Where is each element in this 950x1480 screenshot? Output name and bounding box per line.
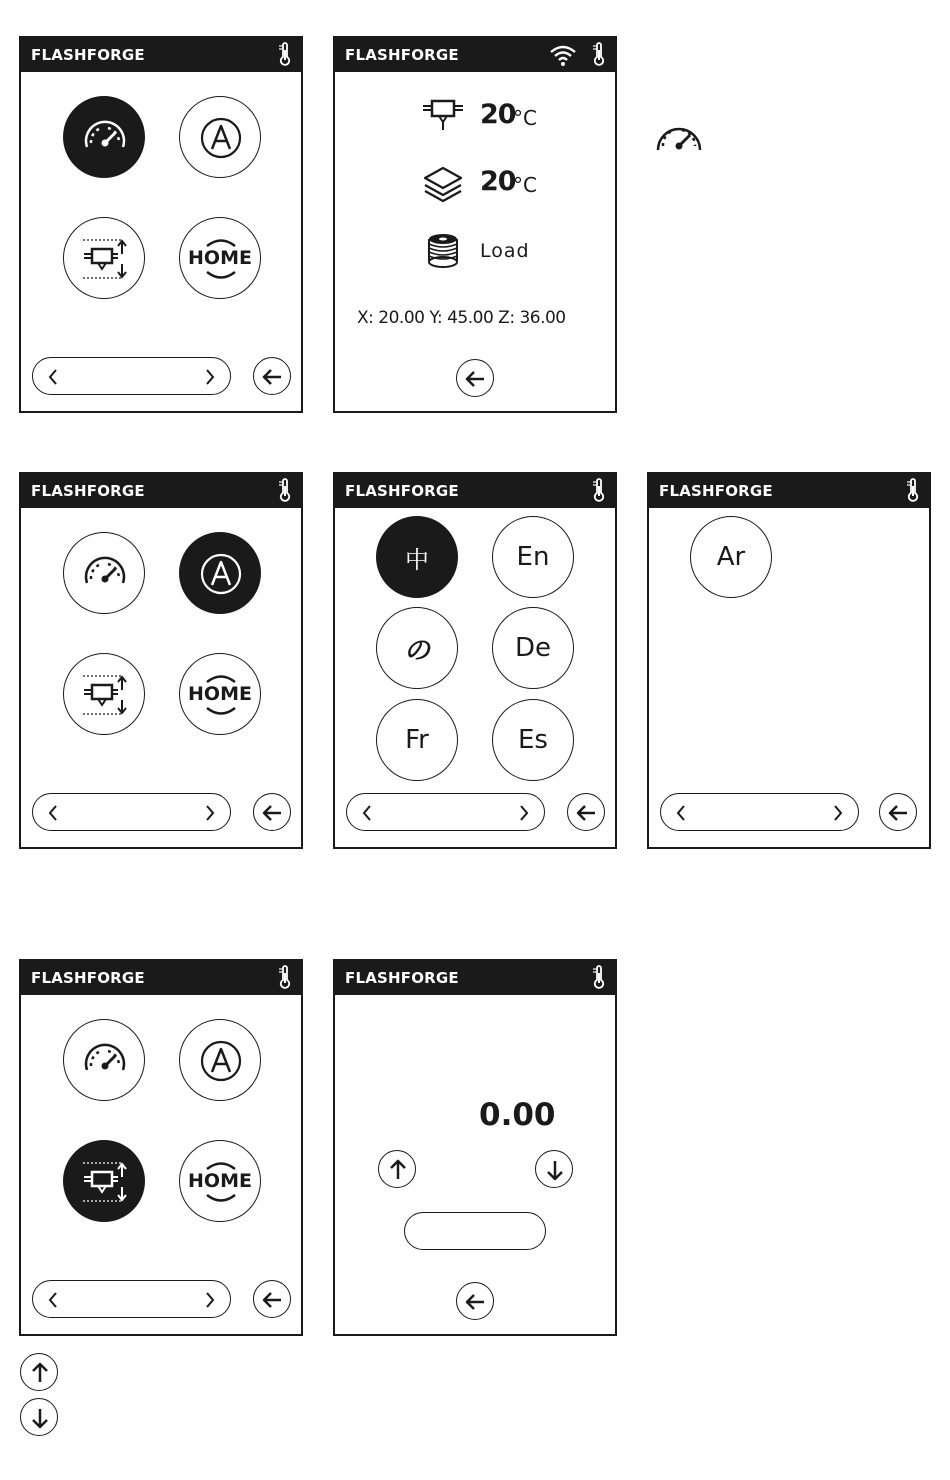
wifi-icon <box>549 43 577 67</box>
back-button[interactable] <box>567 793 605 831</box>
language-label: Ar <box>716 542 746 572</box>
language-spanish-button[interactable] <box>492 699 574 781</box>
chevron-right-icon[interactable] <box>832 804 844 822</box>
screen-main-menu-language <box>19 472 303 849</box>
z-offset-down-button[interactable] <box>535 1150 573 1188</box>
screen-language-page-1 <box>333 472 617 849</box>
back-arrow-icon <box>880 794 918 832</box>
back-button[interactable] <box>253 1280 291 1318</box>
language-japanese-button[interactable] <box>376 607 458 689</box>
language-label: De <box>514 633 552 663</box>
brand-logo: FLASHFORGE <box>345 46 459 64</box>
page-pager[interactable] <box>32 1280 231 1318</box>
language-french-button[interactable] <box>376 699 458 781</box>
screen-z-offset-adjust <box>333 959 617 1336</box>
extruder-temp-unit: °C <box>513 106 537 130</box>
back-button[interactable] <box>456 1282 494 1320</box>
extruder-z-offset-icon <box>64 1141 146 1223</box>
position-coordinates: X: 20.00 Y: 45.00 Z: 36.00 <box>357 308 566 328</box>
back-arrow-icon <box>254 1281 292 1319</box>
thermometer-icon[interactable] <box>591 42 607 68</box>
chevron-left-icon[interactable] <box>361 804 373 822</box>
title-bar <box>335 474 615 508</box>
title-bar <box>21 38 301 72</box>
speedometer-icon <box>64 1020 146 1102</box>
title-bar <box>649 474 929 508</box>
home-button[interactable] <box>179 1140 261 1222</box>
brand-logo: FLASHFORGE <box>345 482 459 500</box>
language-button[interactable] <box>179 532 261 614</box>
extruder-icon <box>421 96 465 134</box>
chevron-right-icon[interactable] <box>204 368 216 386</box>
screen-language-page-2 <box>647 472 931 849</box>
brand-logo: FLASHFORGE <box>31 46 145 64</box>
chevron-right-icon[interactable] <box>518 804 530 822</box>
thermometer-icon[interactable] <box>905 478 921 504</box>
speedometer-icon <box>64 533 146 615</box>
speedometer-icon <box>652 114 706 156</box>
title-bar <box>335 961 615 995</box>
z-offset-button[interactable] <box>63 1140 145 1222</box>
thermometer-icon[interactable] <box>591 965 607 991</box>
extruder-z-offset-icon <box>64 218 146 300</box>
screen-main-menu-z-offset <box>19 959 303 1336</box>
back-arrow-icon <box>457 1283 495 1321</box>
title-bar <box>335 38 615 72</box>
thermometer-icon[interactable] <box>277 478 293 504</box>
language-label: 中 <box>405 545 429 574</box>
arrow-up-icon <box>21 1354 59 1392</box>
page-pager[interactable] <box>32 793 231 831</box>
chevron-left-icon[interactable] <box>675 804 687 822</box>
chevron-left-icon[interactable] <box>47 804 59 822</box>
back-arrow-icon <box>568 794 606 832</box>
home-button[interactable] <box>179 653 261 735</box>
arrow-up-icon <box>379 1151 417 1189</box>
build-plate-layers-icon <box>421 164 465 204</box>
arrow-down-icon <box>21 1399 59 1437</box>
brand-logo: FLASHFORGE <box>31 482 145 500</box>
extruder-z-offset-icon <box>64 654 146 736</box>
chevron-left-icon[interactable] <box>47 368 59 386</box>
filament-load-label[interactable]: Load <box>480 240 530 262</box>
arrow-down-legend <box>20 1398 58 1436</box>
bed-temp-unit: °C <box>513 173 537 197</box>
language-label: En <box>516 542 550 572</box>
title-bar <box>21 474 301 508</box>
language-button[interactable] <box>179 1019 261 1101</box>
thermometer-icon[interactable] <box>277 965 293 991</box>
brand-logo: FLASHFORGE <box>31 969 145 987</box>
language-label: Fr <box>405 725 429 755</box>
home-button[interactable] <box>179 217 261 299</box>
back-button[interactable] <box>253 357 291 395</box>
home-label: HOME <box>188 247 252 269</box>
language-arabic-button[interactable] <box>690 516 772 598</box>
title-bar <box>21 961 301 995</box>
back-button[interactable] <box>879 793 917 831</box>
filament-spool-icon <box>421 231 465 271</box>
language-button[interactable] <box>179 96 261 178</box>
back-button[interactable] <box>253 793 291 831</box>
back-arrow-icon <box>254 794 292 832</box>
back-button[interactable] <box>456 359 494 397</box>
chevron-right-icon[interactable] <box>204 804 216 822</box>
bed-temp: 20 <box>480 166 516 197</box>
thermometer-icon[interactable] <box>591 478 607 504</box>
brand-logo: FLASHFORGE <box>345 969 459 987</box>
arrow-up-legend <box>20 1353 58 1391</box>
chevron-left-icon[interactable] <box>47 1291 59 1309</box>
screen-main-menu-speed <box>19 36 303 413</box>
z-offset-button[interactable] <box>63 217 145 299</box>
language-german-button[interactable] <box>492 607 574 689</box>
z-offset-up-button[interactable] <box>378 1150 416 1188</box>
back-arrow-icon <box>254 358 292 396</box>
speedometer-icon <box>64 97 146 179</box>
letter-a-icon <box>180 97 262 179</box>
z-offset-button[interactable] <box>63 653 145 735</box>
z-offset-value: 0.00 <box>479 1097 556 1133</box>
speed-button[interactable] <box>63 1019 145 1101</box>
back-arrow-icon <box>457 360 495 398</box>
language-english-button[interactable] <box>492 516 574 598</box>
home-label: HOME <box>188 683 252 705</box>
home-label: HOME <box>188 1170 252 1192</box>
language-chinese-button[interactable] <box>376 516 458 598</box>
extruder-temp: 20 <box>480 99 516 130</box>
brand-logo: FLASHFORGE <box>659 482 773 500</box>
language-label: の <box>403 635 430 666</box>
letter-a-icon <box>180 533 262 615</box>
language-label: Es <box>518 725 548 755</box>
page-pager[interactable] <box>346 793 545 831</box>
page-pager[interactable] <box>660 793 859 831</box>
screen-status <box>333 36 617 413</box>
speed-button[interactable] <box>63 532 145 614</box>
letter-a-icon <box>180 1020 262 1102</box>
arrow-down-icon <box>536 1151 574 1189</box>
page-pager[interactable] <box>32 357 231 395</box>
thermometer-icon[interactable] <box>277 42 293 68</box>
chevron-right-icon[interactable] <box>204 1291 216 1309</box>
speed-button[interactable] <box>63 96 145 178</box>
confirm-button[interactable] <box>404 1212 546 1250</box>
